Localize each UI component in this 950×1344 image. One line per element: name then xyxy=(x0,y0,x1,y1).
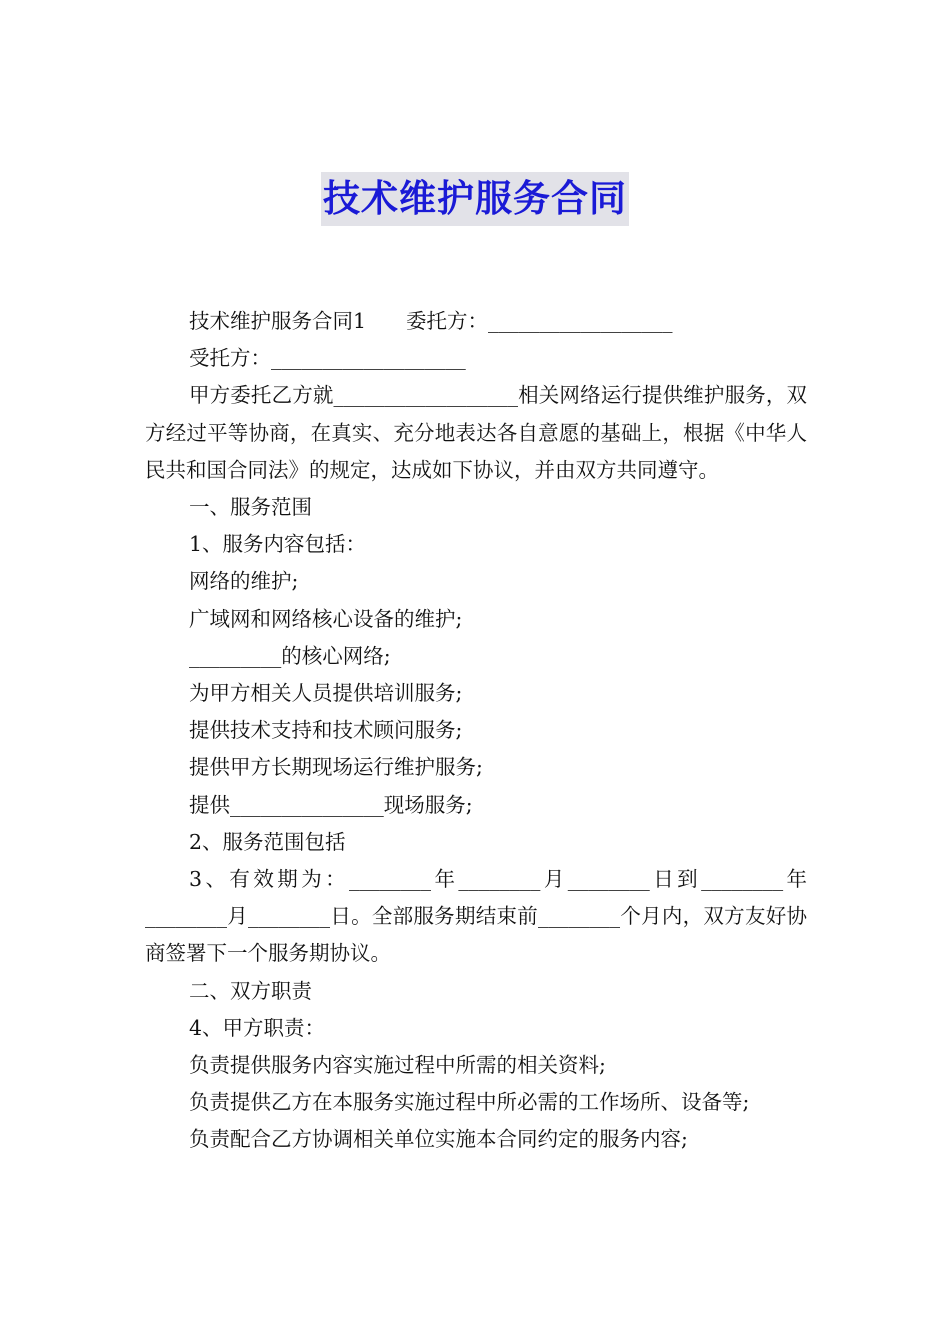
paragraph-17: 负责提供服务内容实施过程中所需的相关资料; xyxy=(189,1053,606,1078)
paragraph-7: 广域网和网络核心设备的维护; xyxy=(189,606,463,631)
paragraph-19: 负责配合乙方协调相关单位实施本合同约定的服务内容; xyxy=(189,1127,688,1152)
paragraph-5: 1、服务内容包括： xyxy=(189,532,367,557)
contract-heading-line: 技术维护服务合同1 xyxy=(189,309,367,333)
paragraph-14: 3、有效期为：________年________月________日到________年________月________日。全部服务期结束前________个月内，双方友好协商签署下一个服务期协议。 xyxy=(145,867,807,966)
paragraph-12: 提供_______________现场服务; xyxy=(189,792,473,817)
client-field: 委托方：__________________ xyxy=(406,309,673,333)
title-wrap xyxy=(0,172,950,226)
paragraph-1 xyxy=(145,303,807,340)
paragraph-13: 2、服务范围包括 xyxy=(189,829,346,854)
paragraph-15: 二、双方职责 xyxy=(189,978,312,1003)
document-body xyxy=(145,303,807,1159)
paragraph-9: 为甲方相关人员提供培训服务; xyxy=(189,681,463,706)
paragraph-10: 提供技术支持和技术顾问服务; xyxy=(189,718,463,743)
paragraph-18: 负责提供乙方在本服务实施过程中所必需的工作场所、设备等; xyxy=(189,1090,750,1115)
paragraph-16: 4、甲方职责： xyxy=(189,1015,326,1040)
paragraph-3: 甲方委托乙方就__________________相关网络运行提供维护服务，双方经过平等协商，在真实、充分地表达各自意愿的基础上，根据《中华人民共和国合同法》的规定，达成如下协议，并由双方共同遵守。 xyxy=(145,383,807,482)
paragraph-4: 一、服务范围 xyxy=(189,495,312,520)
paragraph-2: 受托方：___________________ xyxy=(189,346,466,371)
paragraph-11: 提供甲方长期现场运行维护服务; xyxy=(189,755,483,780)
paragraph-6: 网络的维护; xyxy=(189,569,299,594)
paragraph-8: _________的核心网络; xyxy=(189,643,391,668)
document-title: 技术维护服务合同 xyxy=(321,172,629,226)
